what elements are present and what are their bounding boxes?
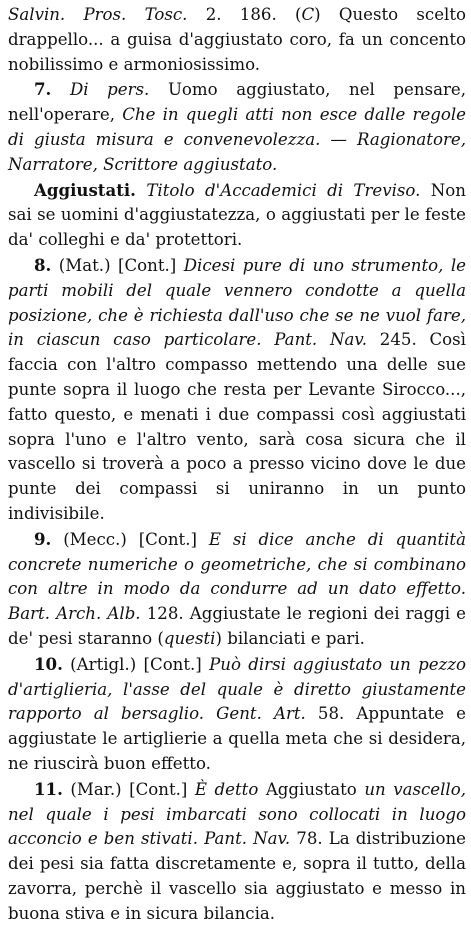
sense-11-marina <box>8 777 466 926</box>
text-segment: Di pers. <box>51 80 150 100</box>
entry-aggiustati <box>8 178 466 253</box>
headword: Aggiustati. <box>34 179 136 200</box>
text-segment: Dicesi pure di uno strumento, le parti mobili del quale vennero condotte a quella posizione, che è richiesta dall'uso che se ne vuol fare, in ciascun caso particolare. Pant. Nav. <box>8 255 466 350</box>
text-segment: (Mat.) [Cont.] <box>51 255 184 275</box>
text-segment: Uomo aggiustato, nel pensare, nell'operare, <box>8 80 466 125</box>
sense-number: 7. <box>34 79 52 100</box>
text-segment: Non sai se uomini d'aggiustatezza, o aggiustati per le feste da' colleghi e da' protettori. <box>8 180 466 250</box>
text-segment: 245. Così faccia con l'altro compasso mettendo una delle sue punte sopra il luogo che resta per Levante Sirocco..., fatto questo, e menati i due compassi così aggiustati sopra l'uno e l'altro vento, sarà cosa sicura che il vascello si troverà a poco a presso vicino dove le due punte dei compassi si uniranno in un punto indivisibile. <box>8 330 466 523</box>
text-segment: ) bilanciati e pari. <box>215 628 365 648</box>
text-segment: C <box>301 5 315 24</box>
text-segment: questi <box>163 628 216 648</box>
text-segment: Titolo d'Accademici di Treviso. <box>135 180 421 200</box>
text-segment: Aggiustato <box>258 779 365 799</box>
dictionary-page <box>8 3 466 926</box>
sense-number: 8. <box>34 254 52 275</box>
text-segment: È detto <box>194 779 259 799</box>
text-segment: (Mecc.) [Cont.] <box>51 529 209 549</box>
entry-citation-salvini <box>8 3 466 77</box>
sense-number: 10. <box>34 653 63 674</box>
sense-8-matematica <box>8 253 466 527</box>
text-segment: ) Questo scelto drappello... a guisa d'aggiustato coro, fa un concento nobilissimo e armoniosissimo. <box>8 5 467 74</box>
text-segment: 58. Appuntate e aggiustate le artiglierie a quella meta che si desidera, ne riuscirà buon effetto. <box>8 704 466 773</box>
sense-9-meccanica <box>8 527 466 652</box>
sense-7-di-persona <box>8 77 466 177</box>
text-segment: un vascello, nel quale i pesi imbarcati sono collocati in luogo acconcio e ben stivati. Pant. Nav. <box>8 779 466 849</box>
sense-10-artiglieria <box>8 652 466 777</box>
text-segment: 78. La distribuzione dei pesi sia fatta discretamente e, sopra il tutto, della zavorra, perchè il vascello sia aggiustato e messo in buona stiva e in sicura bilancia. <box>8 829 466 923</box>
sense-number: 11. <box>34 778 63 799</box>
text-segment: Che in quegli atti non esce dalle regole di giusta misura e convenevolezza. — Ragionatore, Narratore, Scrittore aggiustato. <box>8 105 467 174</box>
text-segment: E si dice anche di quantità concrete numeriche o geometriche, che si combinano con altre in modo da condurre ad un dato effetto. Bart. Arch. Alb. <box>8 529 466 624</box>
text-segment: 2. 186. ( <box>187 5 302 24</box>
text-segment: (Mar.) [Cont.] <box>62 779 195 799</box>
text-segment: Può dirsi aggiustato un pezzo d'artiglieria, l'asse del quale è diretto giustamente rapporto al bersaglio. Gent. Art. <box>8 654 466 724</box>
text-segment: 128. Aggiustate le regioni dei raggi e de' pesi staranno ( <box>8 604 466 648</box>
text-segment: (Artigl.) [Cont.] <box>62 654 210 674</box>
text-segment: Salvin. Pros. Tosc. <box>8 5 188 24</box>
sense-number: 9. <box>34 528 52 549</box>
